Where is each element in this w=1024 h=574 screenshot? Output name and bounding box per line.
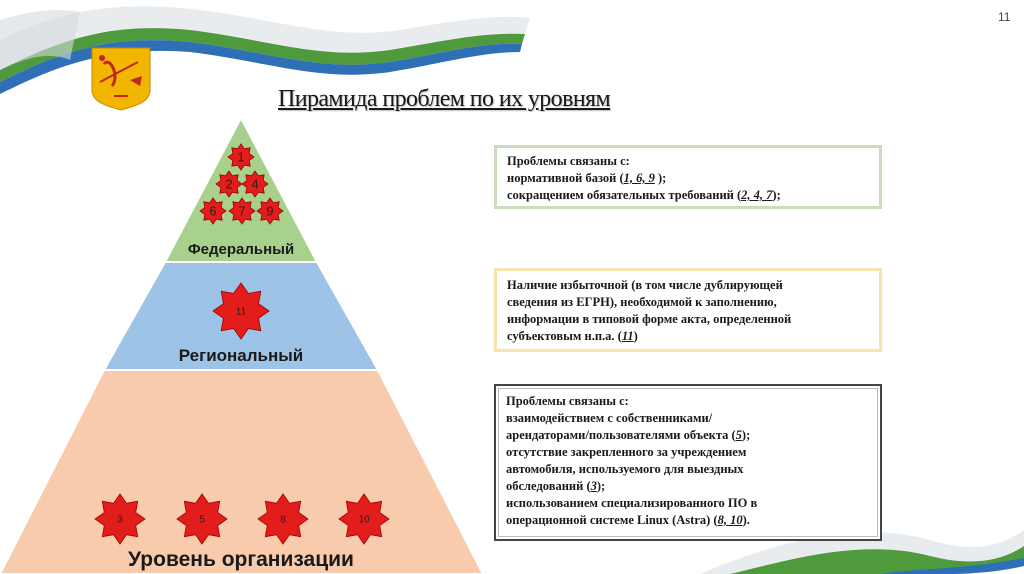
box-line: субъектовым н.п.а. (11) <box>507 329 638 343</box>
problem-star-label: 3 <box>117 514 123 526</box>
tier-label-federal: Федеральный <box>187 241 295 258</box>
regional-problems-box <box>494 268 882 352</box>
problem-ref: 1, 6, 9 <box>623 171 655 185</box>
box-line: Наличие избыточной (в том числе дублирующей <box>507 278 783 292</box>
problem-ref: 3 <box>590 479 597 493</box>
box-line: сокращением обязательных требований (2, 4, 7); <box>507 188 781 202</box>
box-line: Проблемы связаны с: <box>507 154 630 168</box>
slide-number: 11 <box>998 10 1011 24</box>
box-line: отсутствие закрепленного за учреждением <box>506 445 747 459</box>
problem-star-label: 6 <box>209 203 217 219</box>
box-line: сведения из ЕГРН), необходимой к заполнению, <box>507 295 777 309</box>
box-line: информации в типовой форме акта, определенной <box>507 312 792 326</box>
box-line: взаимодействием с собственниками/ <box>506 411 713 425</box>
box-line: арендаторами/пользователями объекта (5); <box>506 428 751 442</box>
problem-ref: 5 <box>735 428 742 442</box>
box-line: использованием специализированного ПО в <box>506 496 758 510</box>
page-title: Пирамида проблем по их уровням <box>278 86 611 112</box>
problem-star-label: 4 <box>251 176 259 192</box>
problem-star-label: 10 <box>358 514 370 526</box>
box-line: нормативной базой (1, 6, 9 ); <box>507 171 667 185</box>
problem-ref: 11 <box>621 329 634 343</box>
pyramid-tier-organization <box>0 370 483 574</box>
box-line: операционной системе Linux (Astra) (8, 10). <box>506 513 750 527</box>
box-line: автомобиля, используемого для выездных <box>506 462 744 476</box>
problem-star-label: 7 <box>238 203 246 219</box>
problem-star-label: 5 <box>199 514 205 526</box>
problem-ref: 2, 4, 7 <box>741 188 773 202</box>
problem-star-label: 8 <box>280 514 286 526</box>
problem-star-label: 9 <box>266 203 274 219</box>
problem-ref: 8, 10 <box>717 513 743 527</box>
tier-label-organization: Уровень организации <box>128 548 354 571</box>
box-line: Проблемы связаны с: <box>506 394 629 408</box>
organization-problems-box <box>494 384 882 541</box>
problem-star-label: 1 <box>237 149 245 165</box>
problem-star-label: 2 <box>225 176 233 192</box>
box-line: обследований (3); <box>506 479 606 493</box>
tier-label-regional: Региональный <box>178 346 304 365</box>
federal-problems-box <box>494 145 882 209</box>
problem-star-label: 11 <box>235 306 247 318</box>
